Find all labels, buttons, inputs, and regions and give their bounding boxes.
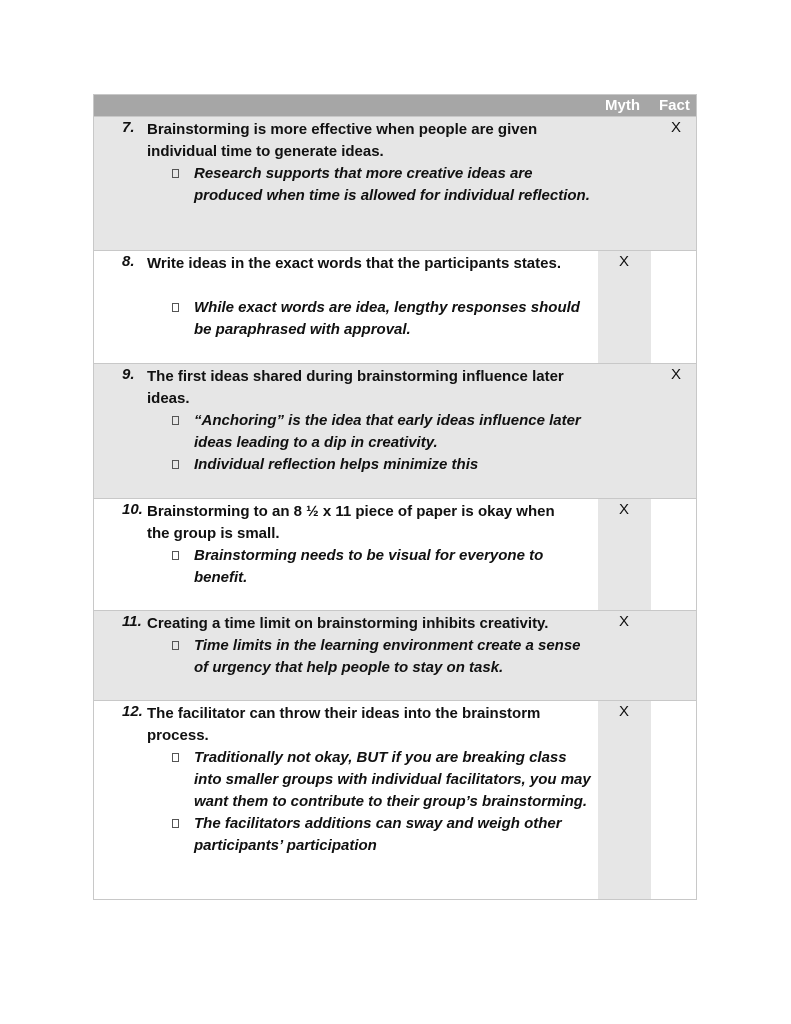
statement: Write ideas in the exact words that the participants states. [147,255,562,272]
item-number: 12. [122,703,143,720]
myth-mark: X [619,501,630,518]
table-header [94,95,696,116]
bullet-list [172,163,592,207]
myth-cell [598,117,651,250]
bullet-box-icon [172,169,179,178]
fact-mark: X [671,366,682,383]
bullet-list [172,635,592,679]
statement: Brainstorming to an 8 ½ x 11 piece of paper is okay when the group is small. [147,503,555,542]
bullet-box-icon [172,819,179,828]
bullet-item: Brainstorming needs to be visual for everyone to benefit. [172,545,592,589]
myth-mark: X [619,703,630,720]
myth-mark: X [619,613,630,630]
myth-mark: X [619,253,630,270]
bullet-item: Traditionally not okay, BUT if you are breaking class into smaller groups with individual facilitators, you may want them to contribute to their group’s brainstorming. [172,747,592,813]
myth-fact-table [93,94,697,900]
myth-column-header: Myth [605,97,640,114]
bullet-item: Research supports that more creative ideas are produced when time is allowed for individual reflection. [172,163,592,207]
myth-cell [598,364,651,498]
item-number: 10. [122,501,143,518]
bullet-box-icon [172,460,179,469]
bullet-list [172,410,592,476]
bullet-list [172,297,592,341]
statement: Brainstorming is more effective when people are given individual time to generate ideas. [147,121,538,160]
bullet-item: “Anchoring” is the idea that early ideas influence later ideas leading to a dip in creativity. [172,410,592,454]
bullet-item: Individual reflection helps minimize this [172,454,592,476]
bullet-item: While exact words are idea, lengthy responses should be paraphrased with approval. [172,297,592,341]
item-number: 8. [122,253,135,270]
myth-cell [598,701,651,899]
bullet-list [172,545,592,589]
bullet-item: Time limits in the learning environment create a sense of urgency that help people to stay on task. [172,635,592,679]
table-row [94,610,696,700]
table-row [94,250,696,363]
table-row [94,116,696,250]
statement: Creating a time limit on brainstorming inhibits creativity. [147,615,549,632]
bullet-box-icon [172,753,179,762]
bullet-item: The facilitators additions can sway and weigh other participants’ participation [172,813,592,857]
bullet-box-icon [172,551,179,560]
table-row [94,700,696,899]
item-number: 9. [122,366,135,383]
item-number: 7. [122,119,135,136]
table-row [94,498,696,610]
statement: The first ideas shared during brainstorming influence later ideas. [147,368,564,407]
table-row [94,363,696,498]
fact-column-header: Fact [659,97,690,114]
bullet-box-icon [172,303,179,312]
bullet-box-icon [172,641,179,650]
statement: The facilitator can throw their ideas into the brainstorm process. [147,705,541,744]
bullet-list [172,747,592,857]
bullet-box-icon [172,416,179,425]
fact-mark: X [671,119,682,136]
item-number: 11. [122,613,142,630]
